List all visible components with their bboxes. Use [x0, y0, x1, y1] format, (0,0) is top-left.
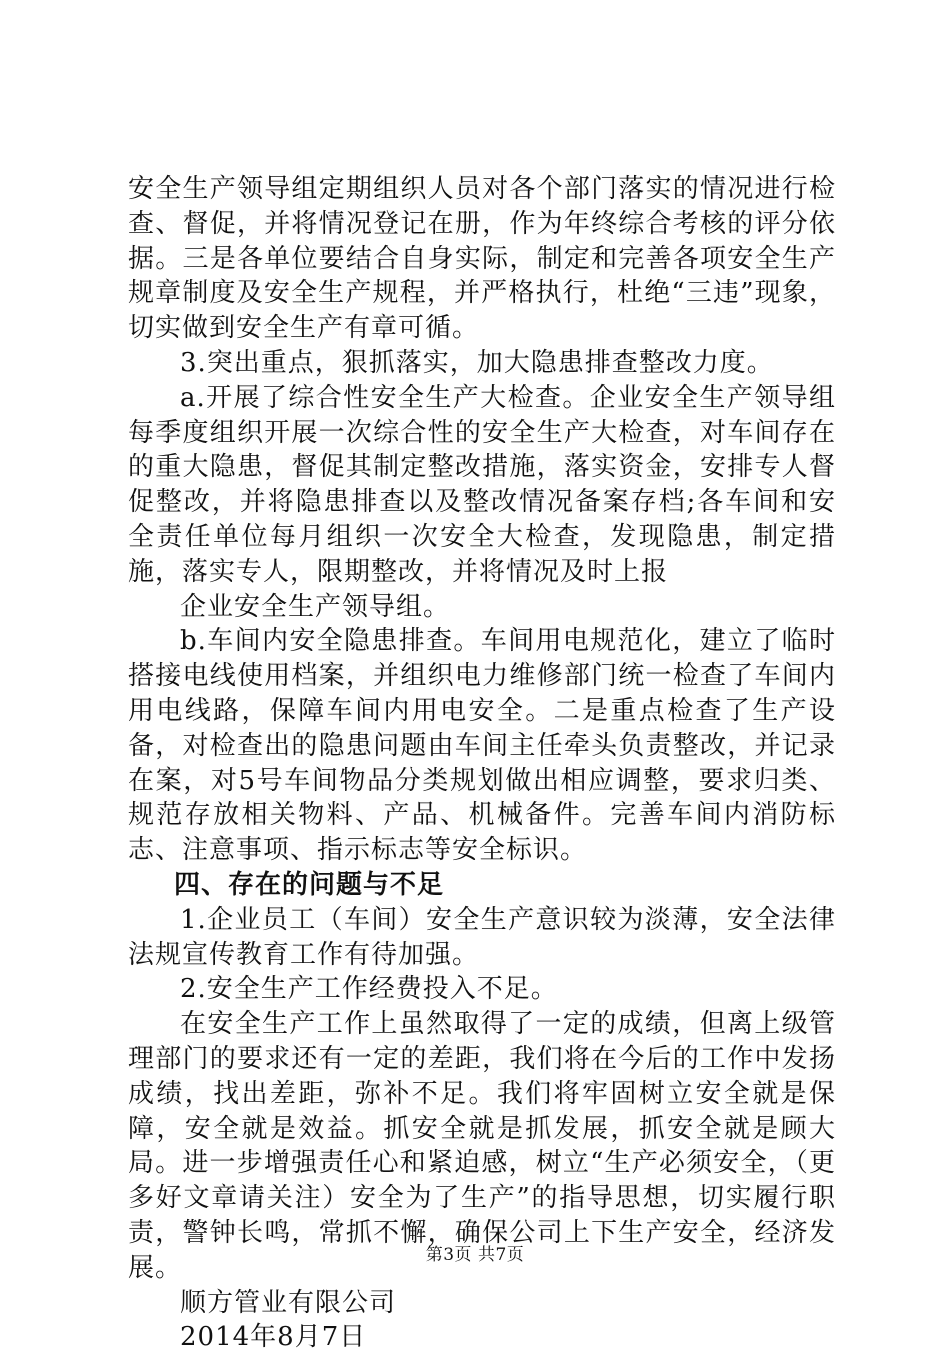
- company-signature: 顺方管业有限公司: [180, 1287, 397, 1318]
- paragraph-9: 在安全生产工作上虽然取得了一定的成绩，但离上级管理部门的要求还有一定的差距，我们将在今后的工作中发扬成绩，找出差距，弥补不足。我们将牢固树立安全就是保障，安全就是效益。抓安全就是抓发展，抓安全就是顾大局。进一步增强责任心和紧迫感，树立“生产必须安全，（更多好文章请关注）安全为了生产”的指导思想，切实履行职责，警钟长鸣，常抓不懈，确保公司上下生产安全，经济发展。: [128, 1009, 836, 1283]
- paragraph-5: b.车间内安全隐患排查。车间用电规范化，建立了临时搭接电线使用档案，并组织电力维修部门统一检查了车间内用电线路，保障车间内用电安全。二是重点检查了生产设备，对检查出的隐患问题由车间主任牵头负责整改，并记录在案，对5号车间物品分类规划做出相应调整，要求归类、规范存放相关物料、产品、机械备件。完善车间内消防标志、注意事项、指示标志等安全标识。: [128, 626, 836, 866]
- document-date: 2014年8月7日: [180, 1322, 367, 1353]
- paragraph-2: 3.突出重点，狠抓落实，加大隐患排查整改力度。: [180, 347, 774, 378]
- page-footer: 第3页 共7页: [425, 1245, 525, 1265]
- paragraph-3: a.开展了综合性安全生产大检查。企业安全生产领导组每季度组织开展一次综合性的安全生产大检查，对车间存在的重大隐患，督促其制定整改措施，落实资金，安排专人督促整改，并将隐患排查以及整改情况备案存档;各车间和安全责任单位每月组织一次安全大检查，发现隐患，制定措施，落实专人，限期整改，并将情况及时上报: [128, 382, 836, 587]
- section-heading: 四、存在的问题与不足: [174, 869, 445, 900]
- paragraph-1: 安全生产领导组定期组织人员对各个部门落实的情况进行检查、督促，并将情况登记在册，作为年终综合考核的评分依据。三是各单位要结合自身实际，制定和完善各项安全生产规章制度及安全生产规程，并严格执行，杜绝“三违”现象，切实做到安全生产有章可循。: [128, 174, 836, 344]
- paragraph-7: 1.企业员工（车间）安全生产意识较为淡薄，安全法律法规宣传教育工作有待加强。: [128, 904, 836, 970]
- document-body: [128, 172, 836, 1355]
- paragraph-8: 2.安全生产工作经费投入不足。: [180, 974, 558, 1005]
- paragraph-4: 企业安全生产领导组。: [180, 591, 451, 622]
